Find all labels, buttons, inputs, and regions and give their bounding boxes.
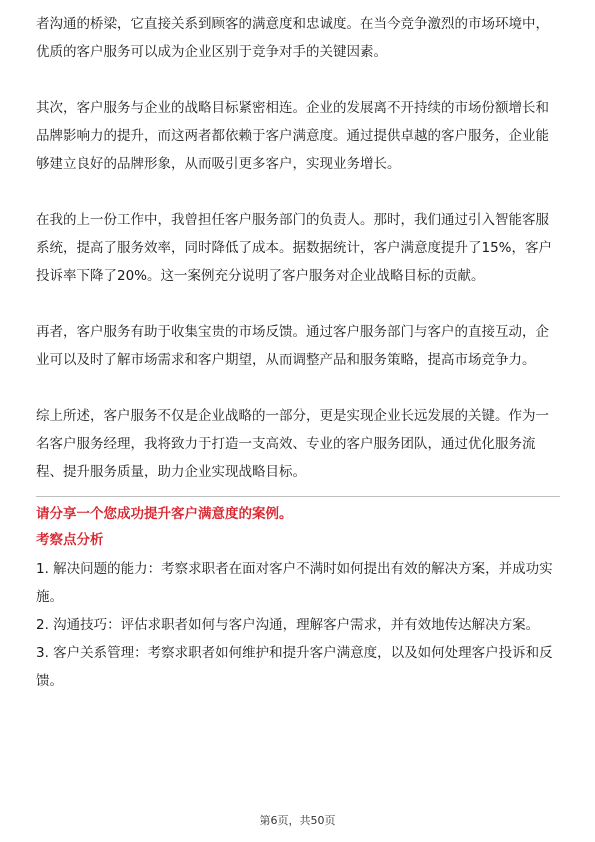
page-footer: 第6页，共50页	[259, 814, 336, 827]
paragraph-5: 综上所述，客户服务不仅是企业战略的一部分，更是实现企业长远发展的关键。作为一名客户服务经理，我将致力于打造一支高效、专业的客户服务团队，通过优化服务流程、提升服务质量，助力企业实现战略目标。	[36, 408, 549, 480]
paragraph-4: 再者，客户服务有助于收集宝贵的市场反馈。通过客户服务部门与客户的直接互动，企业可以及时了解市场需求和客户期望，从而调整产品和服务策略，提高市场竞争力。	[36, 324, 549, 368]
analysis-heading: 考察点分析	[36, 532, 104, 548]
analysis-item: 3. 客户关系管理：考察求职者如何维护和提升客户满意度，以及如何处理客户投诉和反馈。	[36, 645, 553, 689]
analysis-list	[36, 555, 560, 695]
paragraph-gap	[36, 178, 560, 206]
paragraph-gap	[36, 290, 560, 318]
section-divider	[36, 496, 560, 497]
paragraph-2: 其次，客户服务与企业的战略目标紧密相连。企业的发展离不开持续的市场份额增长和品牌影响力的提升，而这两者都依赖于客户满意度。通过提供卓越的客户服务，企业能够建立良好的品牌形象，从而吸引更多客户，实现业务增长。	[36, 100, 549, 172]
paragraph-gap	[36, 66, 560, 94]
paragraph-gap	[36, 374, 560, 402]
analysis-item: 2. 沟通技巧：评估求职者如何与客户沟通，理解客户需求，并有效地传达解决方案。	[36, 617, 540, 633]
paragraph-3: 在我的上一份工作中，我曾担任客户服务部门的负责人。那时，我们通过引入智能客服系统，提高了服务效率，同时降低了成本。据数据统计，客户满意度提升了15%，客户投诉率下降了20%。这一案例充分说明了客户服务对企业战略目标的贡献。	[36, 212, 553, 284]
interview-question: 请分享一个您成功提升客户满意度的案例。	[36, 506, 293, 522]
paragraph-1: 者沟通的桥梁，它直接关系到顾客的满意度和忠诚度。在当今竞争激烈的市场环境中，优质的客户服务可以成为企业区别于竞争对手的关键因素。	[36, 16, 549, 60]
page-content	[36, 10, 560, 695]
analysis-item: 1. 解决问题的能力：考察求职者在面对客户不满时如何提出有效的解决方案，并成功实施。	[36, 561, 553, 605]
